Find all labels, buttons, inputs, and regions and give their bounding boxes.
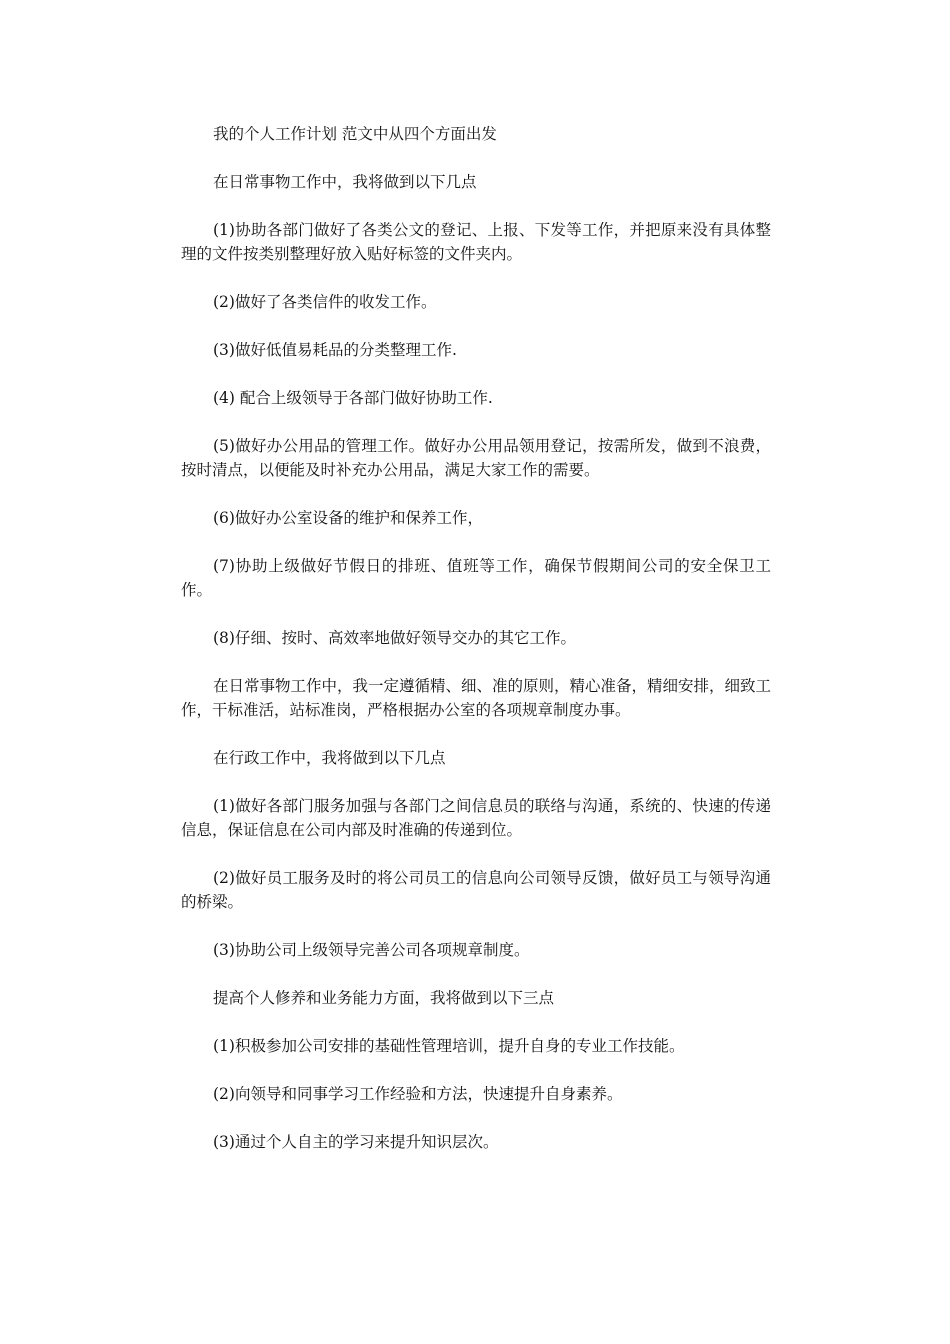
document-heading: 我的个人工作计划 范文中从四个方面出发 bbox=[213, 125, 497, 143]
paragraph: (2)向领导和同事学习工作经验和方法，快速提升自身素养。 bbox=[213, 1085, 623, 1103]
paragraph: (4) 配合上级领导于各部门做好协助工作. bbox=[213, 389, 493, 407]
paragraph: 在日常事物工作中，我一定遵循精、细、准的原则，精心准备，精细安排，细致工作，干标准活，站标准岗，严格根据办公室的各项规章制度办事。 bbox=[181, 677, 772, 719]
paragraph: (1)积极参加公司安排的基础性管理培训，提升自身的专业工作技能。 bbox=[213, 1037, 685, 1055]
document-body bbox=[181, 122, 771, 1178]
paragraph: (7)协助上级做好节假日的排班、值班等工作，确保节假期间公司的安全保卫工作。 bbox=[181, 557, 771, 599]
paragraph: (3)通过个人自主的学习来提升知识层次。 bbox=[213, 1133, 499, 1151]
paragraph: (3)协助公司上级领导完善公司各项规章制度。 bbox=[213, 941, 530, 959]
paragraph: (5)做好办公用品的管理工作。做好办公用品领用登记，按需所发，做到不浪费，按时清点，以便能及时补充办公用品，满足大家工作的需要。 bbox=[181, 437, 771, 479]
paragraph: (2)做好员工服务及时的将公司员工的信息向公司领导反馈，做好员工与领导沟通的桥梁。 bbox=[181, 869, 771, 911]
paragraph: (3)做好低值易耗品的分类整理工作. bbox=[213, 341, 457, 359]
section-heading-admin-work: 在行政工作中，我将做到以下几点 bbox=[213, 749, 446, 767]
paragraph: (1)协助各部门做好了各类公文的登记、上报、下发等工作，并把原来没有具体整理的文件按类别整理好放入贴好标签的文件夹内。 bbox=[181, 221, 771, 263]
paragraph: (2)做好了各类信件的收发工作。 bbox=[213, 293, 437, 311]
section-heading-self-improvement: 提高个人修养和业务能力方面，我将做到以下三点 bbox=[213, 989, 555, 1007]
paragraph: (1)做好各部门服务加强与各部门之间信息员的联络与沟通，系统的、快速的传递信息，保证信息在公司内部及时准确的传递到位。 bbox=[181, 797, 771, 839]
paragraph: (6)做好办公室设备的维护和保养工作， bbox=[213, 509, 483, 527]
section-heading-daily-work: 在日常事物工作中，我将做到以下几点 bbox=[213, 173, 477, 191]
paragraph: (8)仔细、按时、高效率地做好领导交办的其它工作。 bbox=[213, 629, 576, 647]
